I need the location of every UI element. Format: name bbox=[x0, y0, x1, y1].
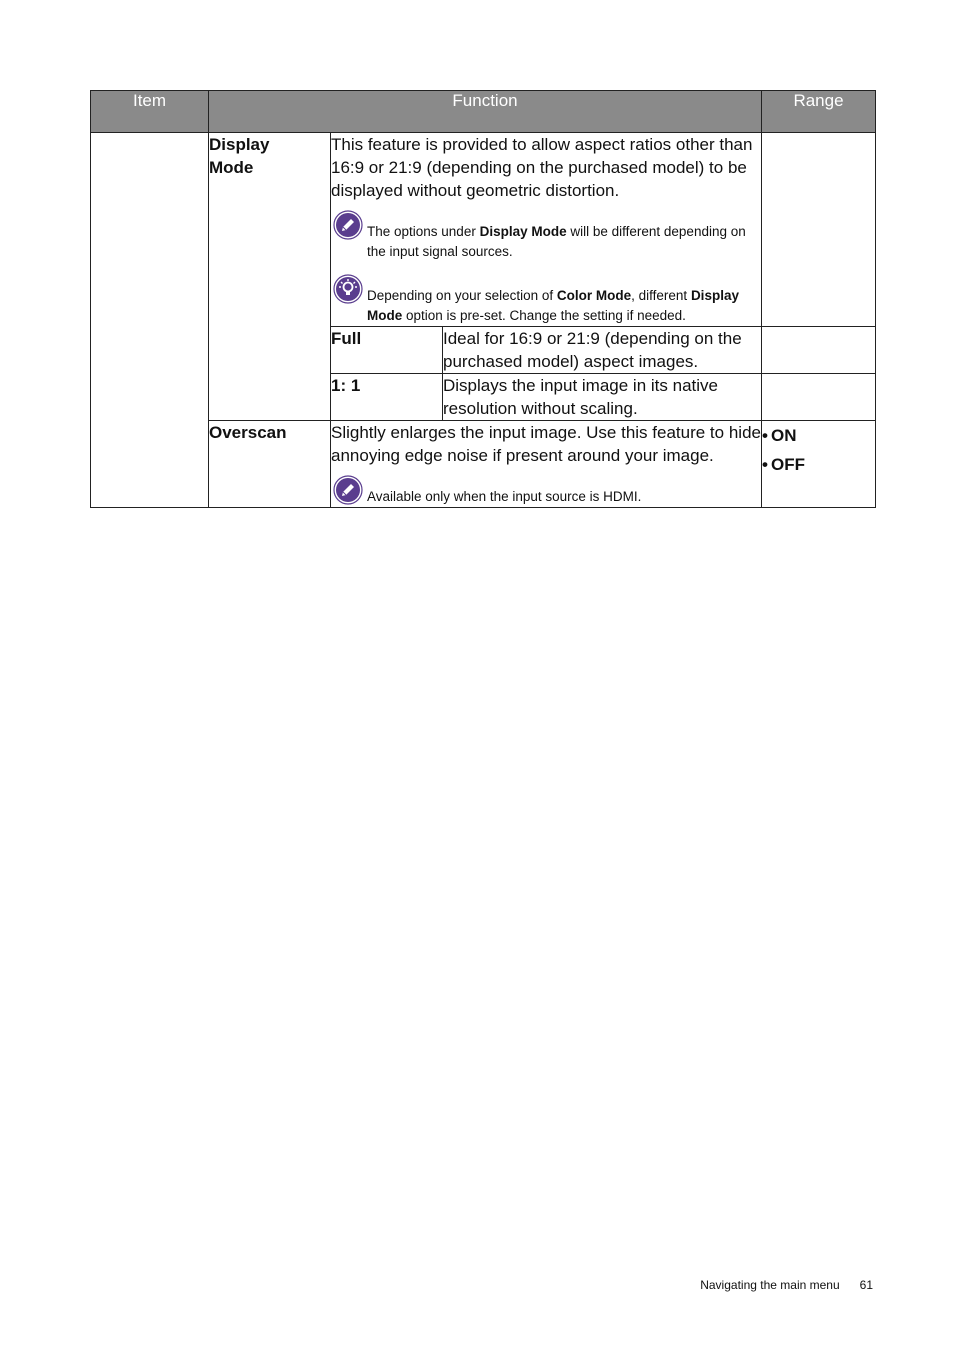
note2-text-bold2: Display Mode bbox=[367, 288, 739, 323]
overscan-range bbox=[762, 421, 876, 508]
footer-section-title: Navigating the main menu bbox=[700, 1278, 840, 1292]
lightbulb-icon bbox=[333, 274, 363, 304]
display-mode-range bbox=[762, 133, 876, 327]
range-option-off bbox=[762, 450, 875, 479]
note1-text-bold: Display Mode bbox=[479, 224, 567, 239]
overscan-label: Overscan bbox=[209, 421, 331, 508]
header-range: Range bbox=[762, 91, 876, 133]
table-header-row bbox=[91, 91, 876, 133]
pencil-icon bbox=[333, 210, 363, 240]
overscan-function bbox=[331, 421, 762, 508]
range-on-label: ON bbox=[770, 426, 797, 445]
bullet: • bbox=[762, 426, 768, 445]
page-footer bbox=[700, 1278, 873, 1292]
note2-text-bold1: Color Mode bbox=[556, 288, 632, 303]
item-cell bbox=[91, 133, 209, 508]
note2-text-pre: Depending on your selection of bbox=[367, 288, 557, 303]
note-display-mode-options bbox=[331, 216, 761, 262]
option-full-description: Ideal for 16:9 or 21:9 (depending on the purchased model) aspect images. bbox=[443, 327, 762, 374]
option-1-1-description: Displays the input image in its native resolution without scaling. bbox=[443, 374, 762, 421]
note1-text-post: will be different depending on the input signal sources. bbox=[367, 224, 746, 259]
display-mode-function bbox=[331, 133, 762, 327]
option-1-1-range bbox=[762, 374, 876, 421]
option-full-label: Full bbox=[331, 327, 443, 374]
bullet: • bbox=[762, 455, 768, 474]
header-item: Item bbox=[91, 91, 209, 133]
overscan-note-text: Available only when the input source is HDMI. bbox=[367, 489, 642, 504]
option-1-1-label: 1: 1 bbox=[331, 374, 443, 421]
note1-text-pre: The options under bbox=[367, 224, 480, 239]
overscan-description: Slightly enlarges the input image. Use this feature to hide annoying edge noise if present around your image. bbox=[331, 423, 761, 465]
page-number: 61 bbox=[859, 1278, 873, 1292]
menu-settings-table bbox=[90, 90, 876, 508]
note-overscan-hdmi bbox=[331, 481, 761, 507]
option-full-range bbox=[762, 327, 876, 374]
table-row bbox=[91, 133, 876, 327]
display-mode-description: This feature is provided to allow aspect ratios other than 16:9 or 21:9 (depending on the purchased model) to be displayed without geometric distortion. bbox=[331, 135, 753, 200]
display-mode-label: Display Mode bbox=[209, 133, 331, 421]
note2-text-mid: , different bbox=[631, 288, 691, 303]
table-row bbox=[91, 421, 876, 508]
header-function: Function bbox=[209, 91, 762, 133]
range-option-on bbox=[762, 421, 875, 450]
pencil-icon bbox=[333, 475, 363, 505]
note2-text-post: option is pre-set. Change the setting if needed. bbox=[402, 308, 686, 323]
tip-display-mode-preset bbox=[331, 280, 761, 326]
range-off-label: OFF bbox=[770, 455, 805, 474]
